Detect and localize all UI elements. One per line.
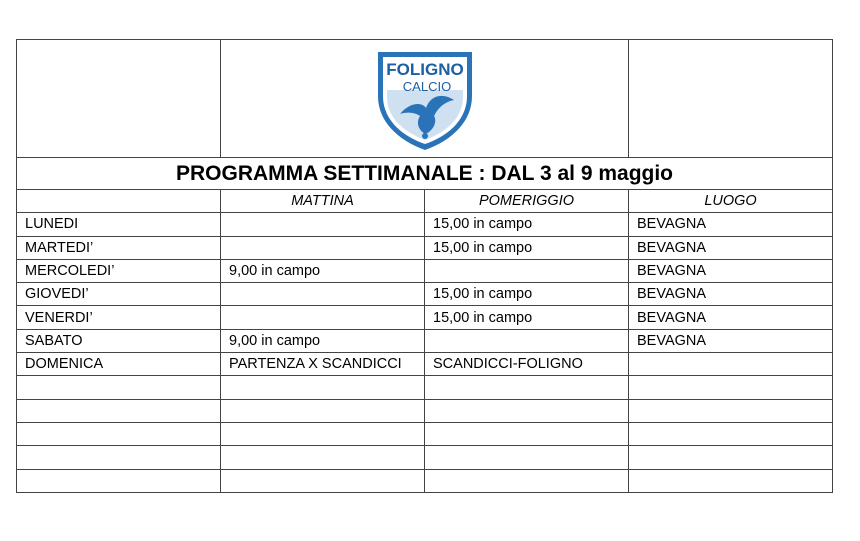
header-pomeriggio: POMERIGGIO (425, 190, 629, 213)
location-cell (629, 353, 833, 376)
header-mattina: MATTINA (221, 190, 425, 213)
location-cell (629, 422, 833, 445)
table-row (17, 469, 833, 492)
day-cell (17, 446, 221, 469)
morning-cell: 9,00 in campo (221, 329, 425, 352)
table-row (17, 353, 833, 376)
logo-text-line2: CALCIO (402, 78, 451, 94)
afternoon-cell (425, 446, 629, 469)
morning-cell: PARTENZA X SCANDICCI (221, 353, 425, 376)
table-row (17, 422, 833, 445)
morning-cell (221, 213, 425, 236)
day-cell: VENERDI’ (17, 306, 221, 329)
logo-row-empty-cell (629, 40, 833, 158)
day-cell: SABATO (17, 329, 221, 352)
location-cell: BEVAGNA (629, 306, 833, 329)
header-luogo: LUOGO (629, 190, 833, 213)
schedule-table (16, 39, 833, 493)
afternoon-cell (425, 259, 629, 282)
table-row (17, 306, 833, 329)
foligno-calcio-logo (370, 44, 480, 154)
table-row (17, 329, 833, 352)
morning-cell (221, 236, 425, 259)
afternoon-cell (425, 422, 629, 445)
day-cell (17, 376, 221, 399)
day-cell (17, 399, 221, 422)
table-row (17, 399, 833, 422)
table-row (17, 259, 833, 282)
afternoon-cell: SCANDICCI-FOLIGNO (425, 353, 629, 376)
title-row (17, 158, 833, 190)
morning-cell (221, 376, 425, 399)
logo-text-line1: FOLIGNO (385, 59, 464, 79)
location-cell (629, 399, 833, 422)
afternoon-cell (425, 469, 629, 492)
morning-cell (221, 283, 425, 306)
afternoon-cell: 15,00 in campo (425, 283, 629, 306)
day-cell (17, 469, 221, 492)
table-row (17, 213, 833, 236)
afternoon-cell: 15,00 in campo (425, 236, 629, 259)
day-cell: MARTEDI’ (17, 236, 221, 259)
morning-cell (221, 399, 425, 422)
header-row (17, 190, 833, 213)
location-cell: BEVAGNA (629, 329, 833, 352)
location-cell (629, 469, 833, 492)
morning-cell (221, 422, 425, 445)
afternoon-cell (425, 329, 629, 352)
morning-cell (221, 446, 425, 469)
page-title: PROGRAMMA SETTIMANALE : DAL 3 al 9 maggio (17, 158, 833, 190)
afternoon-cell (425, 376, 629, 399)
table-row (17, 446, 833, 469)
day-cell: GIOVEDI’ (17, 283, 221, 306)
day-cell: DOMENICA (17, 353, 221, 376)
afternoon-cell: 15,00 in campo (425, 213, 629, 236)
header-day (17, 190, 221, 213)
location-cell (629, 376, 833, 399)
logo-cell (221, 40, 629, 158)
table-row (17, 376, 833, 399)
table-row (17, 283, 833, 306)
location-cell: BEVAGNA (629, 213, 833, 236)
location-cell (629, 446, 833, 469)
day-cell: MERCOLEDI’ (17, 259, 221, 282)
morning-cell (221, 306, 425, 329)
location-cell: BEVAGNA (629, 283, 833, 306)
day-cell: LUNEDI (17, 213, 221, 236)
table-row (17, 236, 833, 259)
logo-row (17, 40, 833, 158)
afternoon-cell (425, 399, 629, 422)
day-cell (17, 422, 221, 445)
location-cell: BEVAGNA (629, 259, 833, 282)
morning-cell: 9,00 in campo (221, 259, 425, 282)
afternoon-cell: 15,00 in campo (425, 306, 629, 329)
location-cell: BEVAGNA (629, 236, 833, 259)
logo-row-empty-cell (17, 40, 221, 158)
morning-cell (221, 469, 425, 492)
